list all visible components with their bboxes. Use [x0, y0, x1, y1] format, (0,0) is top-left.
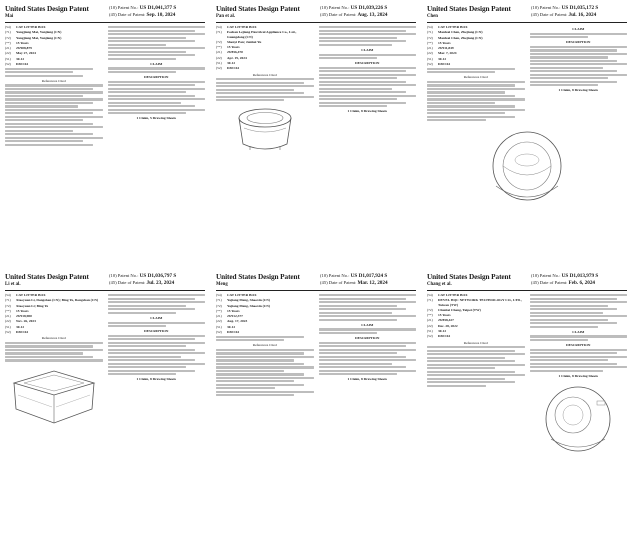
- claim-heading: CLAIM: [150, 315, 163, 320]
- patent-title: United States Design Patent: [5, 272, 89, 281]
- patent-title: United States Design Patent: [427, 4, 511, 13]
- patent-date: Aug. 13, 2024: [357, 11, 388, 18]
- description-heading: DESCRIPTION: [144, 329, 169, 334]
- claim-footer: 1 Claim, 5 Drawing Sheets: [136, 116, 177, 121]
- description-heading: DESCRIPTION: [566, 343, 591, 348]
- patent-number: US D1,035,172 S: [561, 5, 599, 11]
- patent-sheet-1: [1, 2, 209, 268]
- inventor-full: Shenyi Pan; Junhui Yu: [227, 39, 262, 44]
- patent-date: Jul. 16, 2024: [568, 11, 597, 18]
- references-heading: References Cited: [252, 72, 277, 77]
- patent-header: [216, 273, 416, 287]
- patent-title: United States Design Patent: [5, 4, 89, 13]
- right-column: [530, 293, 628, 455]
- litter-box-drawing-icon: [533, 381, 623, 455]
- patent-sheet-4: [1, 270, 209, 536]
- header-divider: [427, 22, 627, 23]
- claim-footer: 1 Claim, 8 Drawing Sheets: [347, 377, 388, 382]
- patent-no-label: (10) Patent No.:: [320, 5, 350, 10]
- description-heading: DESCRIPTION: [355, 61, 380, 66]
- patent-number: US D1,041,377 S: [139, 5, 177, 11]
- inventor-full: Xiaoyuan Li; Bing Ye: [16, 303, 49, 308]
- filed-date: Aug. 17, 2023: [227, 319, 248, 324]
- applicant: Xiaoyuan Li, Dongshan (CN); Bing Ye, Dongshan (CN): [16, 298, 99, 303]
- item-title: CAT LITTER BOX: [438, 293, 468, 297]
- left-column: (54) CAT LITTER BOX (71) Yajiang Meng, Shaoxin (CN) (72) Yajiang Meng, Shaoxin (CN) (**) 15 Years (21) 29/912,377 (22) Aug. 17, 2023 (51) 30-12 (52) D30/161 References Cited: [216, 293, 314, 398]
- patent-header: [427, 5, 627, 19]
- date-label: (45) Date of Patent:: [320, 279, 357, 285]
- patent-no-label: (10) Patent No.:: [320, 273, 350, 278]
- patent-inventor: Chen: [427, 14, 438, 19]
- item-title: CAT LITTER BOX: [227, 293, 257, 297]
- references-heading: References Cited: [41, 336, 66, 341]
- filed-date: Mar. 7, 2024: [438, 51, 457, 56]
- us-class: D30/161: [227, 330, 240, 335]
- us-class: D30/161: [16, 62, 29, 67]
- right-column: [319, 293, 417, 398]
- litter-box-drawing-icon: [230, 104, 300, 156]
- patent-sheet-3: [423, 2, 631, 268]
- patent-date: Sep. 10, 2024: [146, 11, 176, 18]
- description-heading: DESCRIPTION: [355, 336, 380, 341]
- appl-no: 29/858,427: [438, 318, 454, 323]
- patent-inventor: Pan et al.: [216, 14, 236, 19]
- patent-inventor: Mai: [5, 14, 14, 19]
- us-class: D30/161: [438, 62, 451, 67]
- applicant: Yangjiang Mai, Yanjiang (CN): [16, 30, 62, 35]
- date-label: (45) Date of Patent:: [531, 279, 568, 285]
- patent-no-label: (10) Patent No.:: [109, 273, 139, 278]
- left-column: (54) CAT LITTER BOX (71) DEVEL HQC NETWORK TECHNOLOGY CO., LTD., Taiwan (TW) (72) Chunlai Chang, Taipei (TW) (**) 15 Years (21) 29/858,427 (22) Dec. 28, 2022 (51) 30-12 (52) D30/161 References Cited: [427, 293, 525, 455]
- patent-header: [427, 273, 627, 287]
- description-heading: DESCRIPTION: [566, 40, 591, 45]
- litter-box-drawing-icon: [8, 365, 100, 431]
- patent-drawing: [216, 104, 314, 156]
- description-heading: DESCRIPTION: [144, 75, 169, 80]
- appl-no: 29/911,849: [438, 46, 454, 51]
- inventor-full: Chunlai Chang, Taipei (TW): [438, 307, 481, 312]
- item-title: CAT LITTER BOX: [16, 25, 46, 29]
- term: 15 Years: [227, 45, 240, 50]
- us-class: D30/161: [438, 334, 451, 339]
- header-divider: [5, 22, 205, 23]
- left-column: (54) CAT LITTER BOX (71) Yangjiang Mai, Yanjiang (CN) (72) Yangjiang Mai, Yanjiang (CN) (**) 15 Years (21) 29/908,879 (22) May 27, 2024 (51) 30-12 (52) D30/161 References Cited: [5, 25, 103, 147]
- patent-no-label: (10) Patent No.:: [531, 5, 561, 10]
- applicant: Foshan Lejiang Electrical Appliance Co., Ltd., Guangdong (CN): [227, 30, 297, 39]
- patent-inventor: Chang et al.: [427, 282, 452, 287]
- patent-inventor: Meng: [216, 282, 228, 287]
- locarno-class: 30-12: [227, 61, 236, 66]
- term: 15 Years: [227, 308, 240, 313]
- right-column: [108, 25, 206, 147]
- date-label: (45) Date of Patent:: [109, 279, 146, 285]
- left-column: (54) CAT LITTER BOX (71) Foshan Lejiang Electrical Appliance Co., Ltd., Guangdong (CN) (72) Shenyi Pan; Junhui Yu (**) 15 Years (21) 29/856,470 (22) Apr. 19, 2024 (51) 30-12 (52) D30/161 References Cited: [216, 25, 314, 156]
- term: 15 Years: [16, 308, 29, 313]
- date-label: (45) Date of Patent:: [109, 11, 146, 17]
- term: 15 Years: [16, 40, 29, 45]
- header-divider: [5, 290, 205, 291]
- references-heading: References Cited: [463, 340, 488, 345]
- patent-sheet-2: [212, 2, 420, 268]
- patent-no-label: (10) Patent No.:: [531, 273, 561, 278]
- locarno-class: 30-12: [438, 329, 447, 334]
- claim-heading: CLAIM: [150, 61, 163, 66]
- right-column: [530, 25, 628, 123]
- filed-date: Dec. 28, 2022: [438, 323, 458, 328]
- patent-header: [5, 273, 205, 287]
- patent-number: US D1,013,979 S: [561, 273, 599, 279]
- header-divider: [427, 290, 627, 291]
- term: 15 Years: [438, 313, 451, 318]
- applicant: DEVEL HQC NETWORK TECHNOLOGY CO., LTD., Taiwan (TW): [438, 298, 522, 307]
- claim-footer: 1 Claim, 8 Drawing Sheets: [558, 88, 599, 93]
- filed-date: Nov. 26, 2023: [16, 319, 36, 324]
- term: 15 Years: [438, 40, 451, 45]
- inventor-full: Manfeei Chen, Zhejiang (CN): [438, 35, 483, 40]
- locarno-class: 30-12: [16, 56, 25, 61]
- patent-header: [216, 5, 416, 19]
- claim-heading: CLAIM: [361, 47, 374, 52]
- header-divider: [216, 22, 416, 23]
- applicant: Manfeei Chen, Zhejiang (CN): [438, 30, 483, 35]
- patent-sheet-5: [212, 270, 420, 536]
- patent-inventor: Li et al.: [5, 282, 21, 287]
- patent-drawing: [5, 365, 103, 431]
- claim-footer: 1 Claim, 8 Drawing Sheets: [558, 373, 599, 378]
- left-column: (54) CAT LITTER BOX (71) Xiaoyuan Li, Dongshan (CN); Bing Ye, Dongshan (CN) (72) Xiaoyuan Li; Bing Ye (**) 15 Years (21) 29/918,900 (22) Nov. 26, 2023 (51) 30-12 (52) D30/161 References Cited: [5, 293, 103, 431]
- patent-date: Jul. 23, 2024: [146, 279, 175, 286]
- filed-date: Apr. 19, 2024: [227, 55, 247, 60]
- date-label: (45) Date of Patent:: [320, 11, 357, 17]
- applicant: Yajiang Meng, Shaoxin (CN): [227, 298, 270, 303]
- header-divider: [216, 290, 416, 291]
- locarno-class: 30-12: [16, 324, 25, 329]
- left-column: (54) CAT LITTER BOX (71) Manfeei Chen, Zhejiang (CN) (72) Manfeei Chen, Zhejiang (CN) (**) 15 Years (21) 29/911,849 (22) Mar. 7, 2024 (51) 30-12 (52) D30/161 References Cited: [427, 25, 525, 123]
- claim-footer: 1 Claim, 8 Drawing Sheets: [136, 377, 177, 382]
- locarno-class: 30-12: [438, 56, 447, 61]
- inventor-full: Yangjiang Mai, Yanjiang (CN): [16, 35, 62, 40]
- claim-heading: CLAIM: [361, 322, 374, 327]
- date-label: (45) Date of Patent:: [531, 11, 568, 17]
- right-column: [108, 293, 206, 431]
- item-title: CAT LITTER BOX: [438, 25, 468, 29]
- references-heading: References Cited: [463, 75, 488, 80]
- inventor-full: Yajiang Meng, Shaoxin (CN): [227, 303, 270, 308]
- patent-sheet-6: [423, 270, 631, 536]
- right-column: [319, 25, 417, 156]
- patent-number: US D1,036,797 S: [139, 273, 177, 279]
- patent-header: [5, 5, 205, 19]
- patent-number: US D1,017,924 S: [350, 273, 388, 279]
- litter-box-drawing-icon: [482, 126, 572, 206]
- appl-no: 29/918,900: [16, 314, 32, 319]
- patent-title: United States Design Patent: [427, 272, 511, 281]
- patent-drawing: [530, 381, 628, 455]
- claim-heading: CLAIM: [572, 329, 585, 334]
- patent-title: United States Design Patent: [216, 272, 300, 281]
- us-class: D30/161: [227, 66, 240, 71]
- claim-footer: 1 Claim, 8 Drawing Sheets: [347, 109, 388, 114]
- appl-no: 29/912,377: [227, 314, 243, 319]
- references-heading: References Cited: [41, 78, 66, 83]
- patent-date: Feb. 6, 2024: [568, 279, 596, 286]
- locarno-class: 30-12: [227, 324, 236, 329]
- item-title: CAT LITTER BOX: [227, 25, 257, 29]
- appl-no: 29/908,879: [16, 46, 32, 51]
- patent-title: United States Design Patent: [216, 4, 300, 13]
- claim-heading: CLAIM: [572, 27, 585, 31]
- references-heading: References Cited: [252, 343, 277, 348]
- patent-no-label: (10) Patent No.:: [109, 5, 139, 10]
- item-title: CAT LITTER BOX: [16, 293, 46, 297]
- appl-no: 29/856,470: [227, 50, 243, 55]
- us-class: D30/161: [16, 330, 29, 335]
- patent-number: US D1,039,226 S: [350, 5, 388, 11]
- patent-date: Mar. 12, 2024: [357, 279, 388, 286]
- patent-drawing: [427, 126, 627, 206]
- filed-date: May 27, 2024: [16, 51, 36, 56]
